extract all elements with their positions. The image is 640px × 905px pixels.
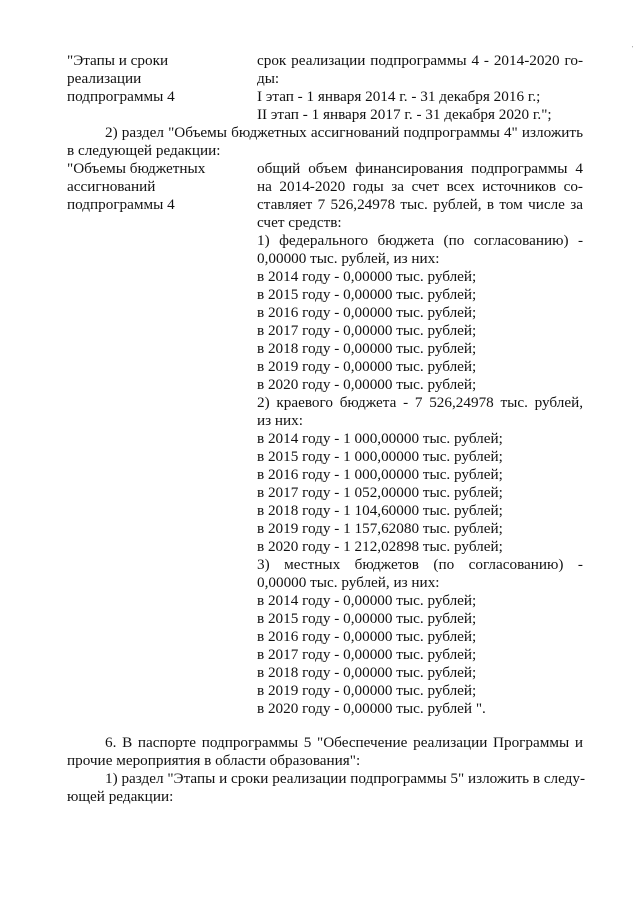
- budget-value-line-8: в 2015 году - 0,00000 тыс. рублей;: [257, 286, 477, 303]
- para-2-line-2: в следующей редакции:: [67, 142, 221, 159]
- budget-value-line-23: 3) местных бюджетов (по согласованию) -: [257, 556, 583, 573]
- budget-label-line-2: ассигнований: [67, 178, 156, 195]
- budget-value-line-9: в 2016 году - 0,00000 тыс. рублей;: [257, 304, 477, 321]
- scan-mark: ‧: [631, 42, 634, 52]
- budget-value-line-19: в 2017 году - 1 052,00000 тыс. рублей;: [257, 484, 503, 501]
- budget-value-line-25: в 2014 году - 0,00000 тыс. рублей;: [257, 592, 477, 609]
- para-2-line-1: 2) раздел "Объемы бюджетных ассигнований подпрограммы 4" изложить: [105, 124, 583, 141]
- para-6-1-line-1: 1) раздел "Этапы и сроки реализации подпрограммы 5" изложить в следу-: [105, 770, 586, 787]
- budget-value-line-15: из них:: [257, 412, 303, 429]
- para-6-line-2: прочие мероприятия в области образования":: [67, 752, 361, 769]
- budget-value-line-14: 2) краевого бюджета - 7 526,24978 тыс. рублей,: [257, 394, 583, 411]
- budget-value-line-28: в 2017 году - 0,00000 тыс. рублей;: [257, 646, 477, 663]
- budget-value-line-4: счет средств:: [257, 214, 342, 231]
- budget-value-line-1: общий объем финансирования подпрограммы 4: [257, 160, 583, 177]
- stages-label-line-2: реализации: [67, 70, 142, 87]
- budget-value-line-17: в 2015 году - 1 000,00000 тыс. рублей;: [257, 448, 503, 465]
- budget-value-line-6: 0,00000 тыс. рублей, из них:: [257, 250, 440, 267]
- budget-value-line-26: в 2015 году - 0,00000 тыс. рублей;: [257, 610, 477, 627]
- stages-label-line-1: "Этапы и сроки: [67, 52, 169, 69]
- budget-label-line-1: "Объемы бюджетных: [67, 160, 206, 177]
- budget-value-line-31: в 2020 году - 0,00000 тыс. рублей ".: [257, 700, 486, 717]
- budget-value-line-5: 1) федерального бюджета (по согласованию) -: [257, 232, 583, 249]
- budget-value-line-22: в 2020 году - 1 212,02898 тыс. рублей;: [257, 538, 503, 555]
- stages-value-line-2: ды:: [257, 70, 280, 87]
- budget-value-line-20: в 2018 году - 1 104,60000 тыс. рублей;: [257, 502, 503, 519]
- budget-value-line-16: в 2014 году - 1 000,00000 тыс. рублей;: [257, 430, 503, 447]
- budget-value-line-13: в 2020 году - 0,00000 тыс. рублей;: [257, 376, 477, 393]
- budget-value-line-12: в 2019 году - 0,00000 тыс. рублей;: [257, 358, 477, 375]
- budget-value-line-11: в 2018 году - 0,00000 тыс. рублей;: [257, 340, 477, 357]
- stages-label-line-3: подпрограммы 4: [67, 88, 175, 105]
- budget-value-line-3: ставляет 7 526,24978 тыс. рублей, в том числе за: [257, 196, 583, 213]
- budget-value-line-2: на 2014-2020 годы за счет всех источников со-: [257, 178, 583, 195]
- stages-value-line-4: II этап - 1 января 2017 г. - 31 декабря 2020 г.";: [257, 106, 552, 123]
- budget-value-line-27: в 2016 году - 0,00000 тыс. рублей;: [257, 628, 477, 645]
- budget-value-line-24: 0,00000 тыс. рублей, из них:: [257, 574, 440, 591]
- budget-value-line-10: в 2017 году - 0,00000 тыс. рублей;: [257, 322, 477, 339]
- budget-value-line-21: в 2019 году - 1 157,62080 тыс. рублей;: [257, 520, 503, 537]
- budget-value-line-29: в 2018 году - 0,00000 тыс. рублей;: [257, 664, 477, 681]
- stages-value-line-3: I этап - 1 января 2014 г. - 31 декабря 2016 г.;: [257, 88, 541, 105]
- para-6-1-line-2: ющей редакции:: [67, 788, 174, 805]
- stages-value-line-1: срок реализации подпрограммы 4 - 2014-2020 го-: [257, 52, 583, 69]
- budget-value-line-18: в 2016 году - 1 000,00000 тыс. рублей;: [257, 466, 503, 483]
- budget-label-line-3: подпрограммы 4: [67, 196, 175, 213]
- budget-value-line-7: в 2014 году - 0,00000 тыс. рублей;: [257, 268, 477, 285]
- para-6-line-1: 6. В паспорте подпрограммы 5 "Обеспечение реализации Программы и: [105, 734, 583, 751]
- budget-value-line-30: в 2019 году - 0,00000 тыс. рублей;: [257, 682, 477, 699]
